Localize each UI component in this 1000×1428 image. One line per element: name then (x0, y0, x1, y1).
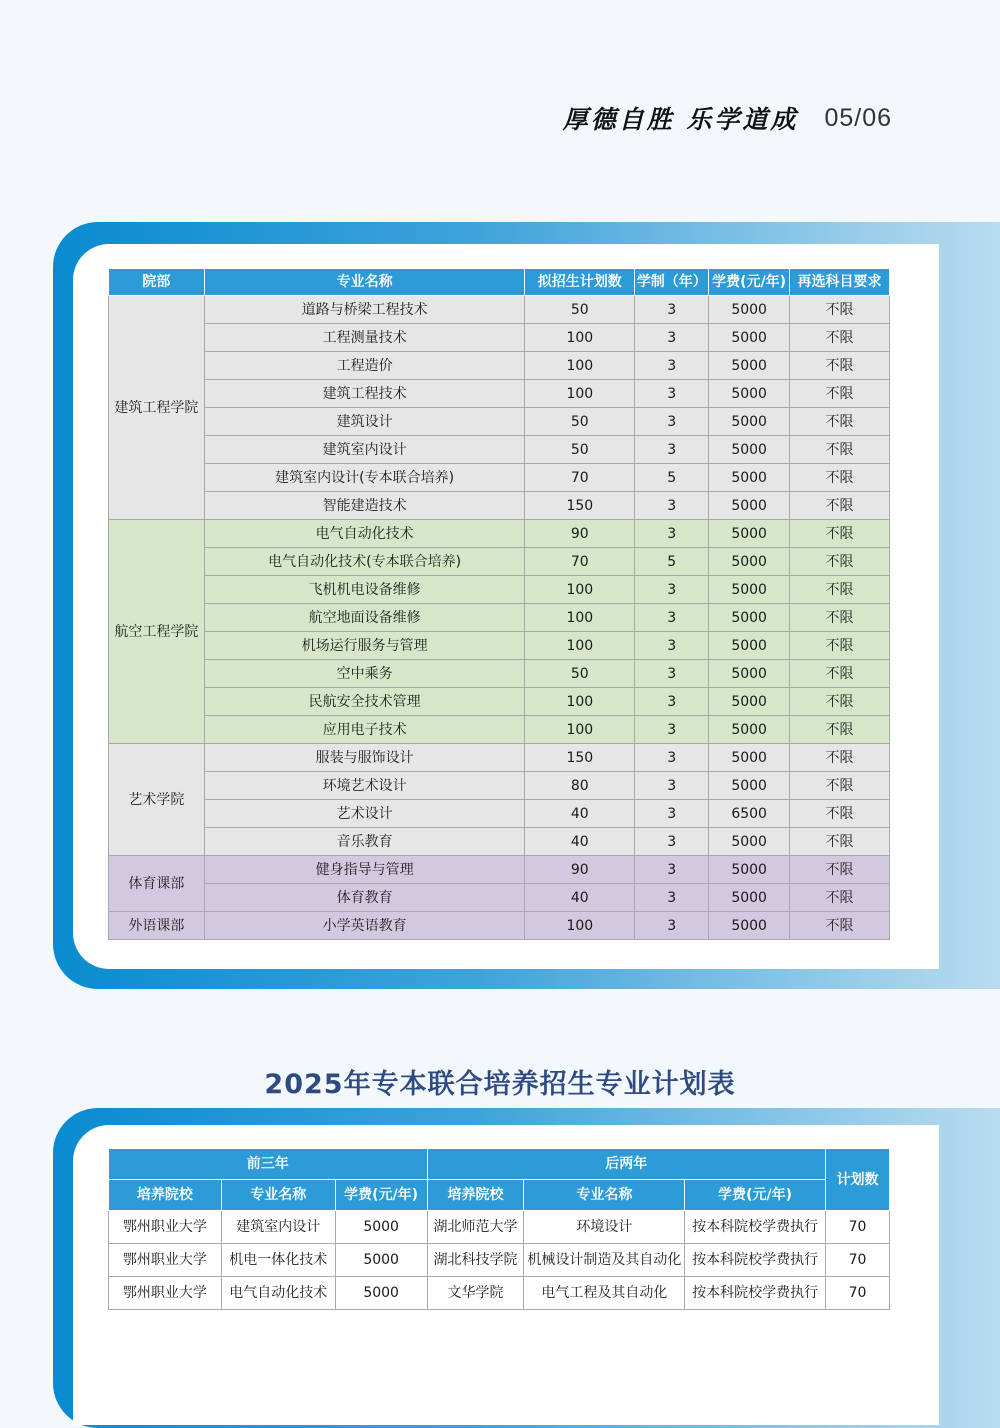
subject-requirement-cell: 不限 (790, 884, 890, 912)
sub-header-school-2: 培养院校 (427, 1180, 524, 1211)
major-name-cell: 健身指导与管理 (204, 856, 525, 884)
fee-cell: 5000 (709, 352, 790, 380)
years-cell: 3 (635, 380, 709, 408)
major-name-cell: 机场运行服务与管理 (204, 632, 525, 660)
plan-count-cell: 70 (525, 548, 635, 576)
table-row (109, 1244, 890, 1277)
major-2-cell: 机械设计制造及其自动化 (524, 1244, 685, 1277)
table-row (109, 884, 890, 912)
group-header-first-three-years: 前三年 (109, 1149, 428, 1180)
plan-count-cell: 50 (525, 296, 635, 324)
col-header-plan-count: 计划数 (826, 1149, 890, 1211)
years-cell: 3 (635, 324, 709, 352)
table-row (109, 660, 890, 688)
major-1-cell: 建筑室内设计 (221, 1211, 335, 1244)
table-row (109, 744, 890, 772)
major-name-cell: 电气自动化技术(专本联合培养) (204, 548, 525, 576)
subject-requirement-cell: 不限 (790, 828, 890, 856)
subject-requirement-cell: 不限 (790, 800, 890, 828)
subject-requirement-cell: 不限 (790, 548, 890, 576)
fee-cell: 5000 (709, 548, 790, 576)
school-1-cell: 鄂州职业大学 (109, 1244, 222, 1277)
plan-count-cell: 70 (826, 1277, 890, 1310)
table-row (109, 520, 890, 548)
group-header-row (109, 1149, 890, 1180)
table-row (109, 436, 890, 464)
table-row (109, 828, 890, 856)
table-row (109, 912, 890, 940)
table-row (109, 856, 890, 884)
dept-cell: 航空工程学院 (109, 520, 205, 744)
dept-cell: 建筑工程学院 (109, 296, 205, 520)
years-cell: 3 (635, 828, 709, 856)
years-cell: 3 (635, 800, 709, 828)
years-cell: 5 (635, 548, 709, 576)
fee-cell: 5000 (709, 492, 790, 520)
subject-requirement-cell: 不限 (790, 688, 890, 716)
plan-count-cell: 90 (525, 520, 635, 548)
years-cell: 3 (635, 296, 709, 324)
table-row (109, 464, 890, 492)
col-header-major: 专业名称 (204, 269, 525, 296)
plan-count-cell: 90 (525, 856, 635, 884)
plan-count-cell: 100 (525, 688, 635, 716)
years-cell: 3 (635, 912, 709, 940)
years-cell: 3 (635, 660, 709, 688)
table-row (109, 772, 890, 800)
table-header-row (109, 269, 890, 296)
plan-count-cell: 40 (525, 800, 635, 828)
table-row (109, 688, 890, 716)
major-name-cell: 音乐教育 (204, 828, 525, 856)
years-cell: 3 (635, 492, 709, 520)
col-header-dept: 院部 (109, 269, 205, 296)
subject-requirement-cell: 不限 (790, 744, 890, 772)
major-name-cell: 空中乘务 (204, 660, 525, 688)
fee-cell: 5000 (709, 324, 790, 352)
fee-2-cell: 按本科院校学费执行 (685, 1277, 826, 1310)
plan-count-cell: 100 (525, 352, 635, 380)
major-2-cell: 电气工程及其自动化 (524, 1277, 685, 1310)
plan-count-cell: 100 (525, 576, 635, 604)
fee-cell: 5000 (709, 604, 790, 632)
table-row (109, 352, 890, 380)
major-name-cell: 道路与桥梁工程技术 (204, 296, 525, 324)
fee-cell: 5000 (709, 408, 790, 436)
plan-count-cell: 100 (525, 716, 635, 744)
joint-section-title: 2025年专本联合培养招生专业计划表 (264, 1069, 736, 1100)
dept-cell: 体育课部 (109, 856, 205, 912)
fee-1-cell: 5000 (335, 1211, 427, 1244)
years-cell: 3 (635, 772, 709, 800)
major-name-cell: 应用电子技术 (204, 716, 525, 744)
plan-count-cell: 100 (525, 380, 635, 408)
plan-count-cell: 100 (525, 604, 635, 632)
years-cell: 3 (635, 604, 709, 632)
fee-2-cell: 按本科院校学费执行 (685, 1244, 826, 1277)
fee-cell: 5000 (709, 744, 790, 772)
enrollment-plan-table (108, 268, 890, 940)
subject-requirement-cell: 不限 (790, 352, 890, 380)
subject-requirement-cell: 不限 (790, 604, 890, 632)
subject-requirement-cell: 不限 (790, 772, 890, 800)
sub-header-major-2: 专业名称 (524, 1180, 685, 1211)
subject-requirement-cell: 不限 (790, 660, 890, 688)
table-row (109, 604, 890, 632)
table-row (109, 800, 890, 828)
plan-count-cell: 100 (525, 912, 635, 940)
plan-count-cell: 80 (525, 772, 635, 800)
major-name-cell: 体育教育 (204, 884, 525, 912)
fee-cell: 5000 (709, 912, 790, 940)
subject-requirement-cell: 不限 (790, 296, 890, 324)
years-cell: 3 (635, 716, 709, 744)
col-header-plan: 拟招生计划数 (525, 269, 635, 296)
dept-cell: 外语课部 (109, 912, 205, 940)
major-name-cell: 环境艺术设计 (204, 772, 525, 800)
table-row (109, 492, 890, 520)
plan-count-cell: 100 (525, 632, 635, 660)
subject-requirement-cell: 不限 (790, 716, 890, 744)
fee-2-cell: 按本科院校学费执行 (685, 1211, 826, 1244)
fee-cell: 5000 (709, 436, 790, 464)
table-row (109, 576, 890, 604)
subject-requirement-cell: 不限 (790, 436, 890, 464)
subject-requirement-cell: 不限 (790, 576, 890, 604)
major-name-cell: 服装与服饰设计 (204, 744, 525, 772)
table-row (109, 1211, 890, 1244)
years-cell: 3 (635, 576, 709, 604)
page-header (563, 100, 892, 136)
table-row (109, 380, 890, 408)
plan-count-cell: 150 (525, 492, 635, 520)
table-row (109, 324, 890, 352)
subject-requirement-cell: 不限 (790, 632, 890, 660)
plan-count-cell: 70 (826, 1244, 890, 1277)
subject-requirement-cell: 不限 (790, 492, 890, 520)
fee-cell: 6500 (709, 800, 790, 828)
fee-cell: 5000 (709, 296, 790, 324)
major-name-cell: 建筑设计 (204, 408, 525, 436)
plan-count-cell: 70 (525, 464, 635, 492)
plan-count-cell: 50 (525, 660, 635, 688)
plan-count-cell: 150 (525, 744, 635, 772)
col-header-subject: 再选科目要求 (790, 269, 890, 296)
school-2-cell: 文华学院 (427, 1277, 524, 1310)
years-cell: 5 (635, 464, 709, 492)
fee-1-cell: 5000 (335, 1277, 427, 1310)
table-row (109, 296, 890, 324)
enrollment-plan-body (109, 296, 890, 940)
fee-cell: 5000 (709, 772, 790, 800)
fee-cell: 5000 (709, 660, 790, 688)
fee-cell: 5000 (709, 884, 790, 912)
sub-header-row (109, 1180, 890, 1211)
years-cell: 3 (635, 884, 709, 912)
years-cell: 3 (635, 744, 709, 772)
sub-header-fee-2: 学费(元/年) (685, 1180, 826, 1211)
table-row (109, 548, 890, 576)
col-header-fee: 学费(元/年) (709, 269, 790, 296)
fee-cell: 5000 (709, 828, 790, 856)
subject-requirement-cell: 不限 (790, 408, 890, 436)
years-cell: 3 (635, 436, 709, 464)
major-name-cell: 飞机机电设备维修 (204, 576, 525, 604)
page-number: 05/06 (824, 103, 892, 132)
school-2-cell: 湖北科技学院 (427, 1244, 524, 1277)
dept-cell: 艺术学院 (109, 744, 205, 856)
major-name-cell: 工程测量技术 (204, 324, 525, 352)
school-1-cell: 鄂州职业大学 (109, 1277, 222, 1310)
years-cell: 3 (635, 520, 709, 548)
fee-cell: 5000 (709, 576, 790, 604)
fee-cell: 5000 (709, 520, 790, 548)
subject-requirement-cell: 不限 (790, 520, 890, 548)
major-1-cell: 电气自动化技术 (221, 1277, 335, 1310)
years-cell: 3 (635, 408, 709, 436)
major-2-cell: 环境设计 (524, 1211, 685, 1244)
fee-cell: 5000 (709, 380, 790, 408)
group-header-last-two-years: 后两年 (427, 1149, 825, 1180)
years-cell: 3 (635, 856, 709, 884)
years-cell: 3 (635, 688, 709, 716)
major-name-cell: 建筑室内设计 (204, 436, 525, 464)
sub-header-school-1: 培养院校 (109, 1180, 222, 1211)
subject-requirement-cell: 不限 (790, 912, 890, 940)
major-name-cell: 建筑工程技术 (204, 380, 525, 408)
major-name-cell: 工程造价 (204, 352, 525, 380)
school-motto: 厚德自胜 乐学道成 (562, 105, 799, 134)
subject-requirement-cell: 不限 (790, 464, 890, 492)
years-cell: 3 (635, 632, 709, 660)
plan-count-cell: 70 (826, 1211, 890, 1244)
plan-count-cell: 50 (525, 436, 635, 464)
col-header-years: 学制（年） (635, 269, 709, 296)
school-2-cell: 湖北师范大学 (427, 1211, 524, 1244)
major-name-cell: 航空地面设备维修 (204, 604, 525, 632)
table-row (109, 1277, 890, 1310)
fee-1-cell: 5000 (335, 1244, 427, 1277)
joint-training-table (108, 1148, 890, 1310)
table-row (109, 716, 890, 744)
major-name-cell: 民航安全技术管理 (204, 688, 525, 716)
fee-cell: 5000 (709, 632, 790, 660)
fee-cell: 5000 (709, 464, 790, 492)
major-name-cell: 小学英语教育 (204, 912, 525, 940)
fee-cell: 5000 (709, 716, 790, 744)
fee-cell: 5000 (709, 856, 790, 884)
joint-training-body (109, 1211, 890, 1310)
school-1-cell: 鄂州职业大学 (109, 1211, 222, 1244)
plan-count-cell: 40 (525, 828, 635, 856)
plan-count-cell: 40 (525, 884, 635, 912)
major-name-cell: 建筑室内设计(专本联合培养) (204, 464, 525, 492)
major-name-cell: 电气自动化技术 (204, 520, 525, 548)
table-row (109, 408, 890, 436)
subject-requirement-cell: 不限 (790, 856, 890, 884)
sub-header-fee-1: 学费(元/年) (335, 1180, 427, 1211)
major-1-cell: 机电一体化技术 (221, 1244, 335, 1277)
table-row (109, 632, 890, 660)
sub-header-major-1: 专业名称 (221, 1180, 335, 1211)
fee-cell: 5000 (709, 688, 790, 716)
years-cell: 3 (635, 352, 709, 380)
plan-count-cell: 50 (525, 408, 635, 436)
subject-requirement-cell: 不限 (790, 380, 890, 408)
plan-count-cell: 100 (525, 324, 635, 352)
major-name-cell: 智能建造技术 (204, 492, 525, 520)
subject-requirement-cell: 不限 (790, 324, 890, 352)
major-name-cell: 艺术设计 (204, 800, 525, 828)
